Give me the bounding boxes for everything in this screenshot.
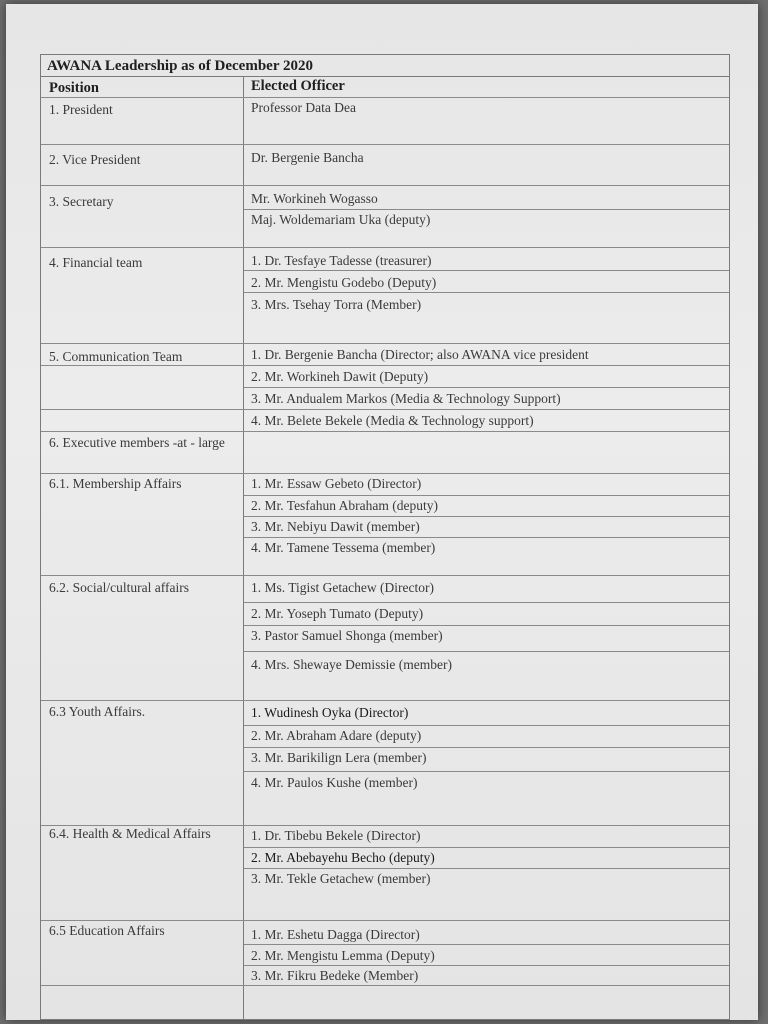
officer-cell: 3. Mr. Barikilign Lera (member) [251,750,427,765]
table-title: AWANA Leadership as of December 2020 [41,55,729,77]
officer-cell: 1. Dr. Tibebu Bekele (Director) [251,828,421,843]
officer-cell: 2. Mr. Abebayehu Becho (deputy) [251,850,435,865]
officer-cell: 2. Mr. Tesfahun Abraham (deputy) [251,498,439,513]
header-officer: Elected Officer [251,78,345,94]
officer-cell: 3. Pastor Samuel Shonga (member) [251,628,443,643]
officer-cell: 3. Mr. Tekle Getachew (member) [251,871,431,886]
officer-cell: 2. Mr. Yoseph Tumato (Deputy) [251,606,424,621]
header-position: Position [49,80,99,96]
officer-cell: 3. Mrs. Tsehay Torra (Member) [251,297,422,312]
row-divider [244,625,729,626]
officer-cell: 4. Mr. Tamene Tessema (member) [251,540,436,555]
position-cell: 6.4. Health & Medical Affairs [49,826,211,841]
officer-cell: 1. Ms. Tigist Getachew (Director) [251,580,434,595]
position-cell: 2. Vice President [49,152,141,167]
row-divider [244,771,729,772]
column-divider [243,77,244,1019]
document-page [6,4,758,1020]
position-cell: 6.1. Membership Affairs [49,476,182,491]
officer-cell: Professor Data Dea [251,100,356,115]
row-divider [41,185,729,186]
officer-cell: 1. Mr. Essaw Gebeto (Director) [251,476,422,491]
row-divider [244,387,729,388]
row-divider [244,602,729,603]
officer-cell: 1. Dr. Tesfaye Tadesse (treasurer) [251,253,432,268]
row-divider [244,747,729,748]
row-divider [244,651,729,652]
position-cell: 6.3 Youth Affairs. [49,704,146,719]
officer-cell: 2. Mr. Abraham Adare (deputy) [251,728,422,743]
officer-cell: Dr. Bergenie Bancha [251,150,364,165]
officer-cell: 1. Wudinesh Oyka (Director) [251,705,409,720]
officer-cell: 3. Mr. Fikru Bedeke (Member) [251,968,419,983]
row-divider [41,144,729,145]
officer-cell: 3. Mr. Andualem Markos (Media & Technology Support) [251,391,561,406]
officer-cell: 4. Mr. Belete Bekele (Media & Technology support) [251,413,534,428]
row-divider [244,537,729,538]
row-divider [41,920,729,921]
row-divider [244,868,729,869]
officer-cell: 2. Mr. Workineh Dawit (Deputy) [251,369,429,384]
officer-cell: 2. Mr. Mengistu Godebo (Deputy) [251,275,437,290]
row-divider [244,847,729,848]
row-divider [244,725,729,726]
officer-cell: 3. Mr. Nebiyu Dawit (member) [251,519,420,534]
position-cell: 6. Executive members -at - large [49,435,225,450]
row-divider [41,700,729,701]
row-divider [244,292,729,293]
position-cell: 5. Communication Team [49,349,183,364]
officer-cell: 2. Mr. Mengistu Lemma (Deputy) [251,948,435,963]
row-divider [41,247,729,248]
position-cell: 4. Financial team [49,255,143,270]
row-divider [41,409,729,410]
position-cell: 6.2. Social/cultural affairs [49,580,189,595]
row-divider [41,473,729,474]
officer-cell: 1. Dr. Bergenie Bancha (Director; also AWANA vice president [251,347,589,362]
leadership-table [40,54,730,1020]
row-divider [41,97,729,98]
position-cell: 3. Secretary [49,194,114,209]
officer-cell: 4. Mrs. Shewaye Demissie (member) [251,657,452,672]
row-divider [244,495,729,496]
officer-cell: Mr. Workineh Wogasso [251,191,378,206]
officer-cell: 4. Mr. Paulos Kushe (member) [251,775,418,790]
row-divider [244,965,729,966]
row-divider [41,431,729,432]
row-divider [244,209,729,210]
row-divider [41,985,729,986]
position-cell: 1. President [49,102,113,117]
row-divider [244,270,729,271]
row-divider [41,343,729,344]
officer-cell: Maj. Woldemariam Uka (deputy) [251,212,431,227]
row-divider [244,944,729,945]
row-divider [244,516,729,517]
row-divider [41,575,729,576]
position-cell: 6.5 Education Affairs [49,923,165,938]
officer-cell: 1. Mr. Eshetu Dagga (Director) [251,927,420,942]
